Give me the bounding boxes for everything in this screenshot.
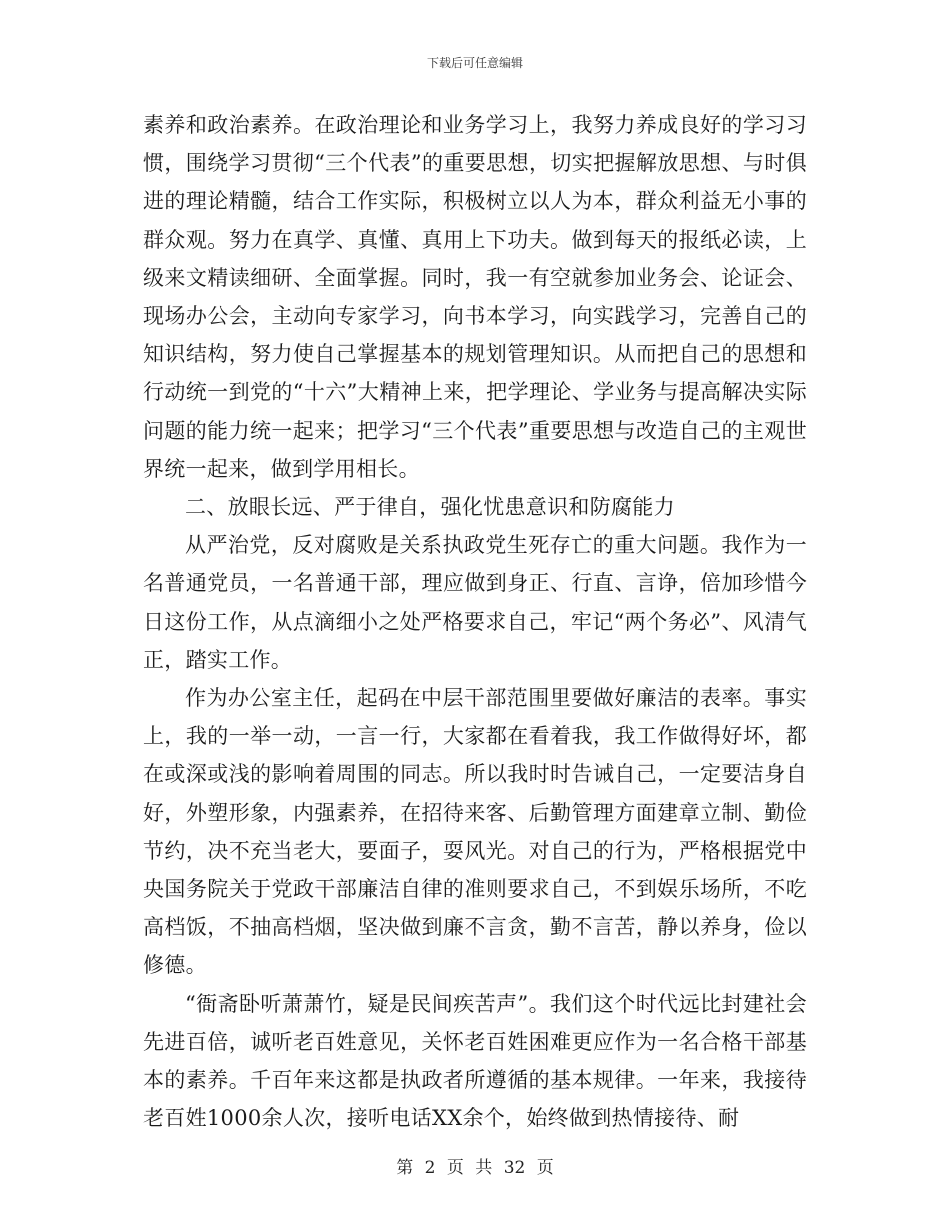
header-note: 下载后可任意编辑	[426, 56, 523, 70]
paragraph-3: 作为办公室主任，起码在中层干部范围里要做好廉洁的表率。事实上，我的一举一动，一言一行，大家都在看着我，我工作做得好坏，都在或深或浅的影响着周围的同志。所以我时时告诫自己，一定要洁身自好，外塑形象，内强素养，在招待来客、后勤管理方面建章立制、勤俭节约，决不充当老大，要面子，耍风光。对自己的行为，严格根据党中央国务院关于党政干部廉洁自律的准则要求自己，不到娱乐场所，不吃高档饭，不抽高档烟，坚决做到廉不言贪，勤不言苦，静以养身，俭以修德。	[143, 686, 807, 978]
paragraph-4: “衙斋卧听萧萧竹，疑是民间疾苦声”。我们这个时代远比封建社会先进百倍，诚听老百姓意见，关怀老百姓困难更应作为一名合格干部基本的素养。千百年来这都是执政者所遵循的基本规律。一年来，我接待老百姓1000余人次，接听电话XX余个，始终做到热情接待、耐	[143, 991, 807, 1131]
paragraph-1: 素养和政治素养。在政治理论和业务学习上，我努力养成良好的学习习惯，围绕学习贯彻“三个代表”的重要思想，切实把握解放思想、与时俱进的理论精髓，结合工作实际，积极树立以人为本，群众利益无小事的群众观。努力在真学、真懂、真用上下功夫。做到每天的报纸必读，上级来文精读细研、全面掌握。同时，我一有空就参加业务会、论证会、现场办公会，主动向专家学习，向书本学习，向实践学习，完善自己的知识结构，努力使自己掌握基本的规划管理知识。从而把自己的思想和行动统一到党的“十六”大精神上来，把学理论、学业务与提高解决实际问题的能力统一起来；把学习“三个代表”重要思想与改造自己的主观世界统一起来，做到学用相长。	[143, 113, 807, 481]
document-body	[143, 106, 807, 1137]
page-number-footer: 第 2 页 共 32 页	[396, 1158, 554, 1178]
paragraph-2: 从严治党，反对腐败是关系执政党生死存亡的重大问题。我作为一名普通党员，一名普通干部，理应做到身正、行直、言诤，倍加珍惜今日这份工作，从点滴细小之处严格要求自己，牢记“两个务必”、风清气正，踏实工作。	[143, 533, 807, 672]
section-heading: 二、放眼长远、严于律自，强化忧患意识和防腐能力	[185, 495, 675, 520]
